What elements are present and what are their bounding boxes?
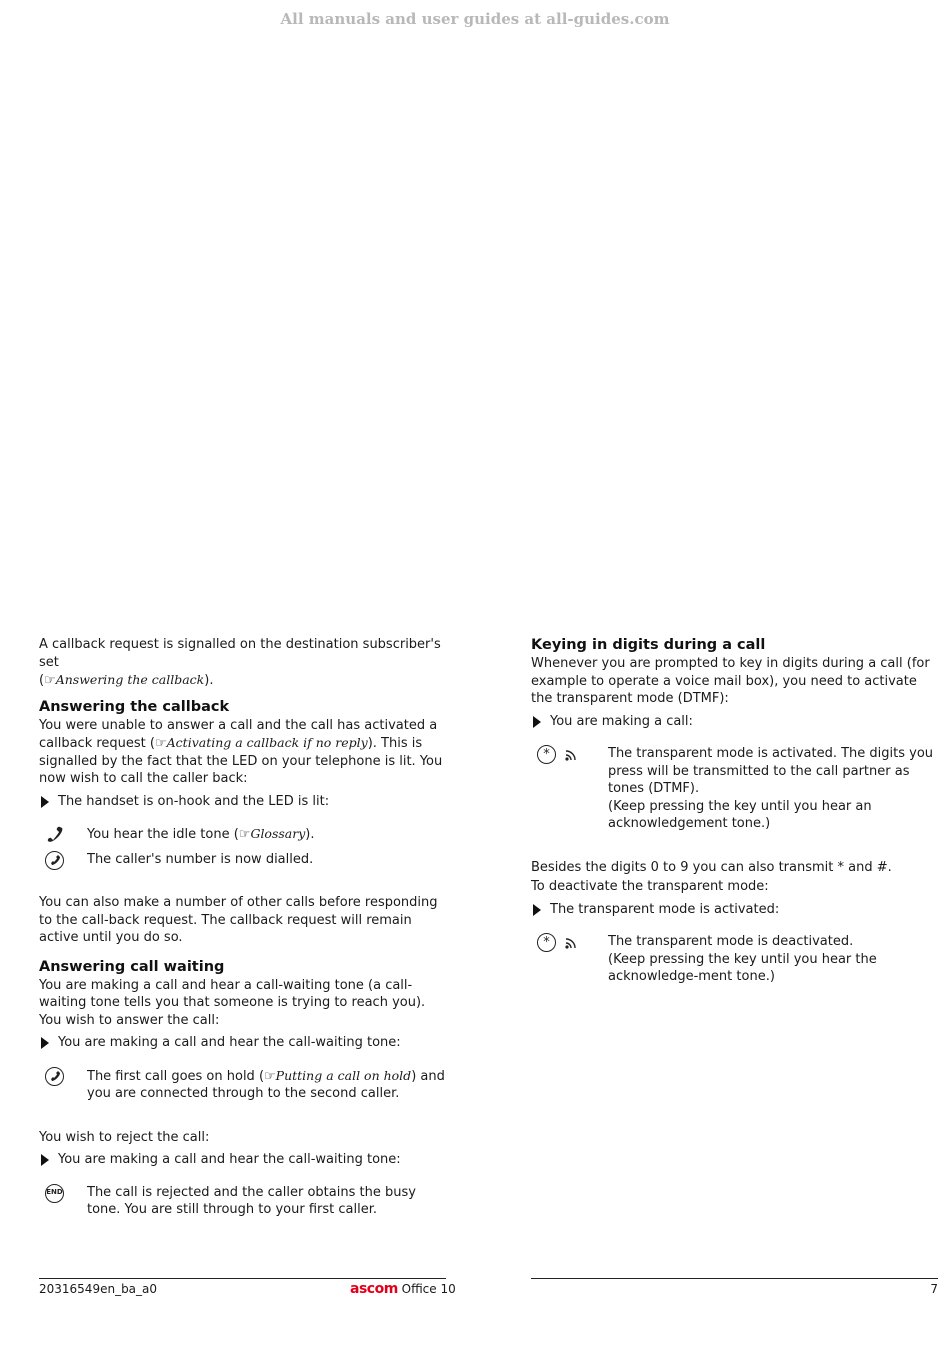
- footer-brand: [350, 1281, 456, 1299]
- step-number-dialled: The caller's number is now dialled.: [39, 851, 447, 869]
- ascom-logo: ascom: [350, 1281, 398, 1297]
- footer-doc-id: 20316549en_ba_a0: [39, 1282, 158, 1296]
- footer-rule-left: [39, 1278, 446, 1279]
- bullet-reject-call-waiting-tone: You are making a call and hear the call-waiting tone:: [39, 1151, 447, 1169]
- step-call-rejected: END The call is rejected and the caller obtains the busy tone. You are still through to your first caller.: [46, 1184, 416, 1217]
- ref-activating-callback[interactable]: Activating a callback if no reply: [166, 735, 368, 750]
- page-number: 7: [930, 1282, 938, 1296]
- footer-rule-right: [531, 1278, 938, 1279]
- left-column: [39, 636, 447, 1219]
- heading-answering-call-waiting: Answering call waiting: [39, 958, 225, 975]
- star-key-icon: *: [537, 933, 556, 952]
- bullet-transparent-activated: The transparent mode is activated:: [531, 901, 939, 919]
- product-name: Office 10: [401, 1282, 456, 1296]
- call-key-icon: [45, 851, 64, 870]
- bullet-arrow-icon: [41, 796, 49, 808]
- digits-note-paragraph: Besides the digits 0 to 9 you can also transmit * and #.: [531, 859, 892, 875]
- right-column: [531, 636, 939, 986]
- bullet-arrow-icon: [533, 904, 541, 916]
- callback-note-paragraph: You can also make a number of other calls before responding to the call-back request. The callback request will remain active until you do so.: [39, 895, 438, 945]
- bullet-arrow-icon: [41, 1154, 49, 1166]
- phone-handset-icon: [45, 825, 64, 844]
- step-transparent-deactivated: * The transparent mode is deactivated. (Keep pressing the key until you hear the acknowledge-ment tone.): [531, 933, 939, 986]
- deactivate-paragraph: To deactivate the transparent mode:: [531, 879, 769, 894]
- ref-glossary[interactable]: Glossary: [250, 826, 306, 841]
- call-key-icon: [45, 1067, 64, 1086]
- step-first-call-hold: The first call goes on hold (☞Putting a call on hold) and you are connected through to the second caller.: [39, 1067, 447, 1103]
- bullet-arrow-icon: [533, 716, 541, 728]
- ref-answering-callback[interactable]: Answering the callback: [55, 672, 205, 687]
- heading-keying-digits: Keying in digits during a call: [531, 637, 766, 653]
- call-waiting-paragraph: You are making a call and hear a call-waiting tone (a call-waiting tone tells you that someone is trying to reach you). You wish to answer the call:: [39, 977, 426, 1028]
- bullet-handset-on-hook: The handset is on-hook and the LED is lit:: [39, 793, 447, 811]
- watermark: All manuals and user guides at all-guides.com: [280, 10, 670, 28]
- step-idle-tone: You hear the idle tone (☞Glossary).: [39, 825, 447, 844]
- ref-putting-call-on-hold[interactable]: Putting a call on hold: [275, 1067, 412, 1083]
- end-key-icon: END: [45, 1184, 64, 1203]
- step-transparent-activated: * The transparent mode is activated. The digits you press will be transmitted to the call partner as tones (DTMF). (Keep pressing the key until you hear an acknowledgement tone.): [531, 745, 939, 833]
- hold-key-icon: [563, 935, 579, 951]
- bullet-arrow-icon: [41, 1037, 49, 1049]
- hold-key-icon: [563, 747, 579, 763]
- bullet-making-call: You are making a call:: [531, 713, 939, 731]
- intro-paragraph: A callback request is signalled on the destination subscriber's set (☞Answering the callback).: [39, 637, 441, 688]
- reject-paragraph: You wish to reject the call:: [39, 1129, 210, 1145]
- heading-answering-callback: Answering the callback: [39, 698, 230, 715]
- callback-paragraph: You were unable to answer a call and the call has activated a callback request (☞Activating a callback if no reply). This is signalled by the fact that the LED on your telephone is lit. You now wish to call the caller back:: [39, 717, 443, 786]
- bullet-call-waiting-tone: You are making a call and hear the call-waiting tone:: [39, 1034, 447, 1052]
- star-key-icon: *: [537, 745, 556, 764]
- digits-paragraph: Whenever you are prompted to key in digits during a call (for example to operate a voice mail box), you need to activate the transparent mode (DTMF):: [531, 656, 930, 706]
